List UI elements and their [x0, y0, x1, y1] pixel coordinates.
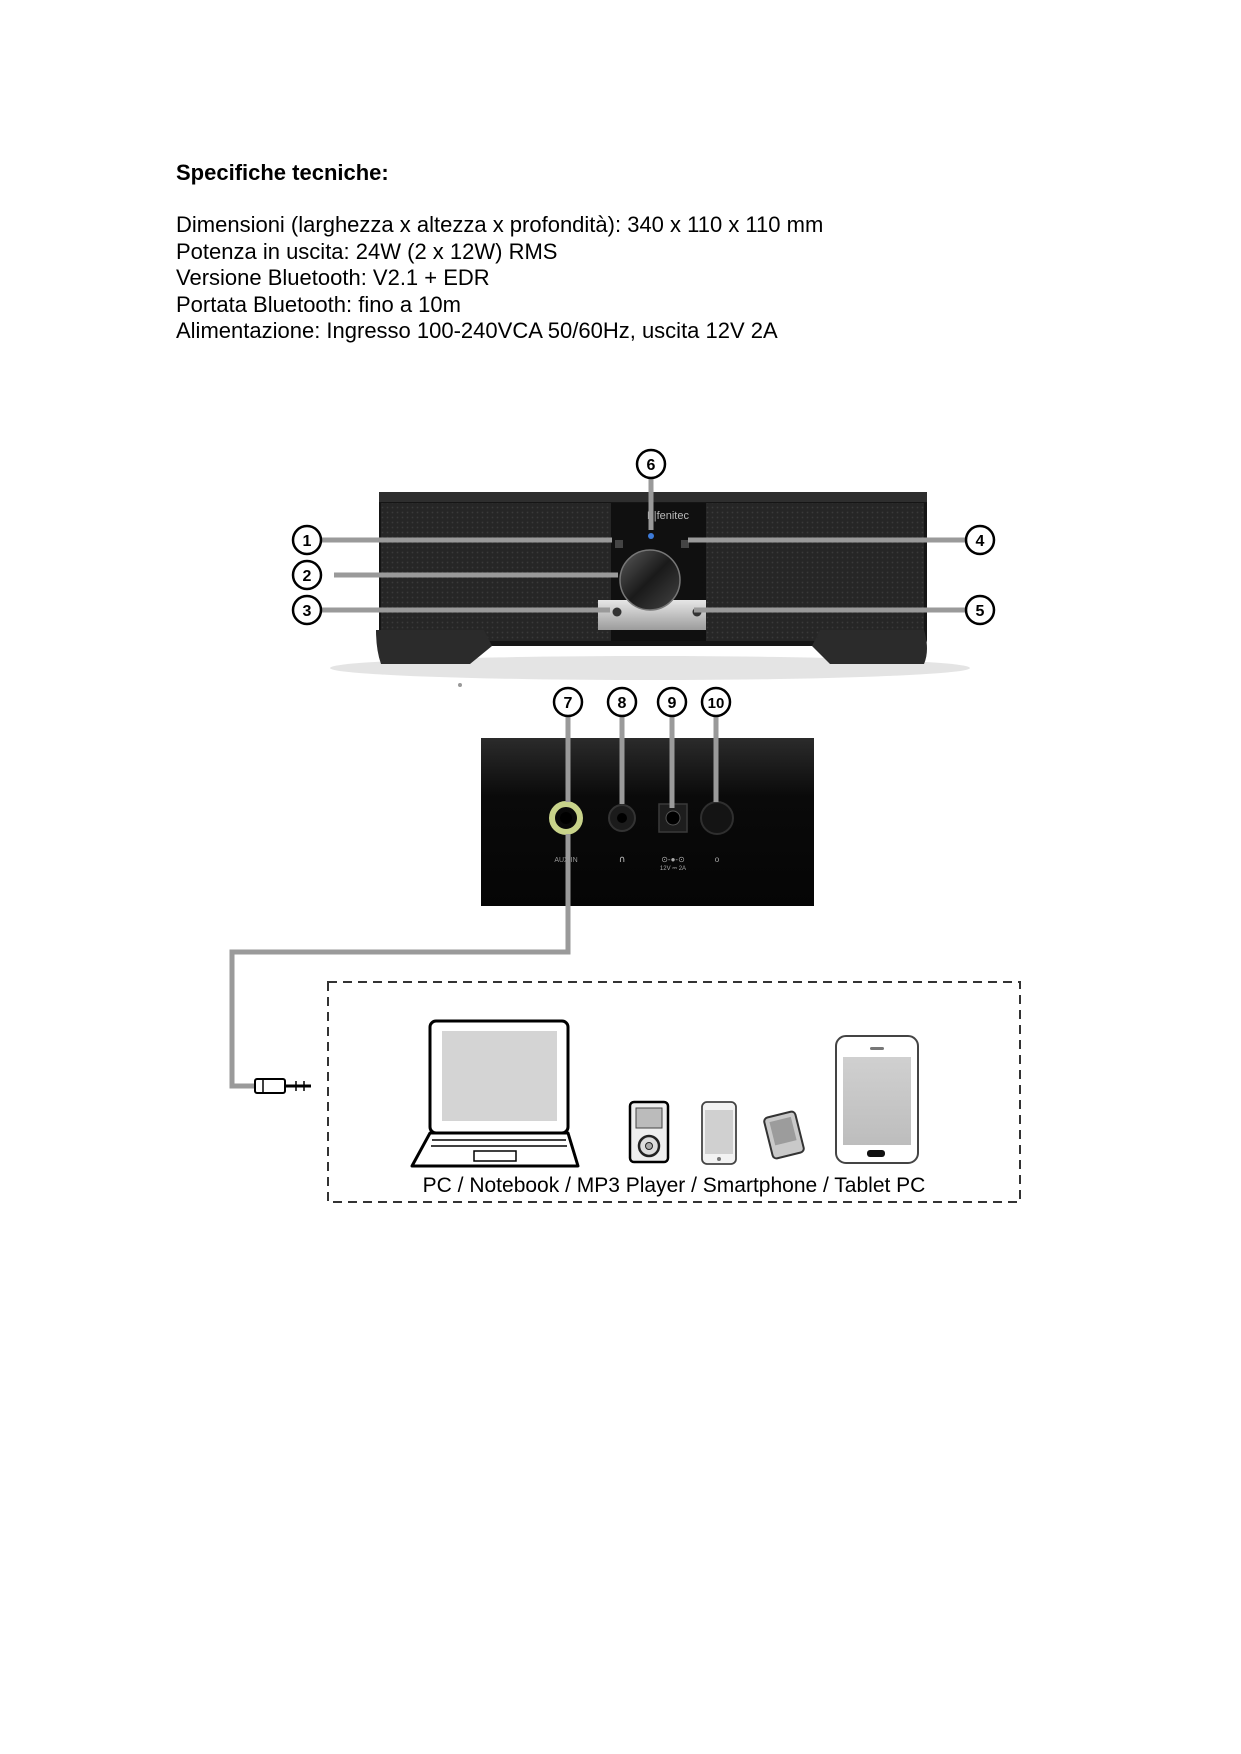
- smartphone-icon: [702, 1102, 736, 1164]
- spec-dimensions: Dimensioni (larghezza x altezza x profondità): 340 x 110 x 110 mm: [176, 212, 824, 237]
- svg-text:1: 1: [302, 533, 312, 550]
- callout-10: [702, 688, 730, 716]
- device-caption: PC / Notebook / MP3 Player / Smartphone / Tablet PC: [422, 1174, 926, 1197]
- spec-bluetooth-range: Portata Bluetooth: fino a 10m: [176, 291, 461, 317]
- callout-9: [658, 688, 686, 716]
- spec-heading: Specifiche tecniche:: [176, 160, 389, 185]
- laptop-icon: [412, 1021, 578, 1166]
- svg-text:12V ⎓ 2A: 12V ⎓ 2A: [659, 866, 687, 872]
- tablet-icon: [836, 1036, 918, 1163]
- svg-text:⊙-●-⊙: ⊙-●-⊙: [661, 855, 685, 864]
- bluetooth-led: [648, 533, 654, 539]
- svg-text:10: 10: [707, 695, 725, 712]
- svg-text:o: o: [714, 855, 720, 864]
- spec-power-output: Potenza in uscita: 24W (2 x 12W) RMS: [176, 238, 558, 264]
- left-stand: [376, 630, 492, 664]
- mp3-player-icon: [630, 1102, 668, 1162]
- callout-7: [554, 688, 582, 716]
- svg-text:4: 4: [975, 533, 985, 550]
- front-button-right: [681, 540, 689, 548]
- svg-text:∩: ∩: [618, 855, 626, 865]
- svg-text:3: 3: [302, 603, 312, 620]
- speaker-back-view: [481, 738, 814, 906]
- svg-text:AUX IN: AUX IN: [554, 857, 578, 864]
- callout-4: [966, 526, 994, 554]
- brand-logo: F|fenitec: [647, 510, 689, 522]
- power-switch: [701, 802, 733, 834]
- front-led-left: [613, 608, 622, 617]
- callout-2: [293, 561, 321, 589]
- right-stand: [812, 630, 927, 664]
- callout-1: [293, 526, 321, 554]
- callout-8: [608, 688, 636, 716]
- svg-text:6: 6: [646, 457, 656, 474]
- callout-5: [966, 596, 994, 624]
- spec-power-supply: Alimentazione: Ingresso 100-240VCA 50/60Hz, uscita 12V 2A: [176, 318, 778, 343]
- pda-icon: [763, 1111, 804, 1159]
- svg-text:7: 7: [563, 695, 573, 712]
- front-button-left: [615, 540, 623, 548]
- left-speaker-grille: [381, 503, 611, 641]
- svg-text:9: 9: [667, 695, 677, 712]
- svg-text:8: 8: [617, 695, 627, 712]
- volume-knob: [620, 550, 680, 610]
- spec-bluetooth-version: Versione Bluetooth: V2.1 + EDR: [176, 265, 490, 290]
- callout-6: [637, 450, 665, 478]
- right-speaker-grille: [706, 503, 924, 641]
- callout-3: [293, 596, 321, 624]
- svg-text:5: 5: [975, 603, 985, 620]
- svg-text:2: 2: [302, 568, 312, 585]
